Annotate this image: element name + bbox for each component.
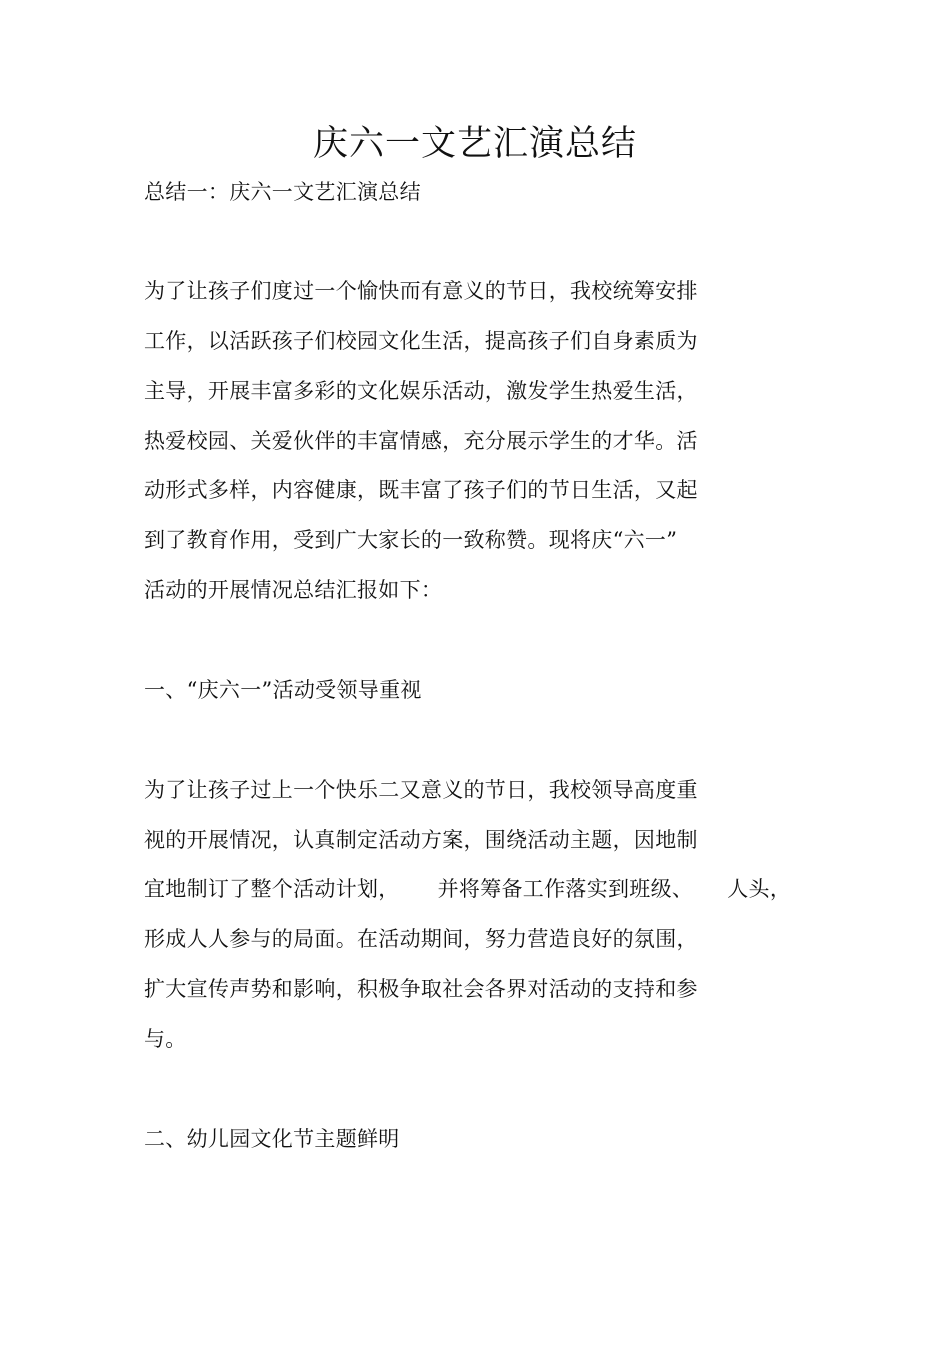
line-segment: 并将筹备工作落实到班级、 <box>437 877 694 901</box>
paragraph-line: 与。 <box>144 1027 187 1051</box>
paragraph-line: 到了教育作用，受到广大家长的一致称赞。现将庆“六一” <box>144 528 678 552</box>
paragraph-line: 视的开展情况，认真制定活动方案，围绕活动主题，因地制 <box>144 828 698 852</box>
document-title: 庆六一文艺汇演总结 <box>312 124 637 164</box>
line-segment: 宜地制订了整个活动计划， <box>144 877 400 901</box>
line-segment: 人头， <box>727 877 792 901</box>
paragraph-line <box>144 874 791 904</box>
paragraph-line: 主导，开展丰富多彩的文化娱乐活动，激发学生热爱生活， <box>144 379 698 403</box>
paragraph-line: 扩大宣传声势和影响，积极争取社会各界对活动的支持和参 <box>144 977 698 1001</box>
section-heading: 二、幼儿园文化节主题鲜明 <box>144 1127 400 1151</box>
document-subtitle: 总结一：庆六一文艺汇演总结 <box>144 180 421 204</box>
paragraph-line: 动形式多样，内容健康，既丰富了孩子们的节日生活，又起 <box>144 478 698 502</box>
paragraph-line: 为了让孩子过上一个快乐二又意义的节日，我校领导高度重 <box>144 778 698 802</box>
paragraph-line: 形成人人参与的局面。在活动期间，努力营造良好的氛围， <box>144 927 698 951</box>
paragraph-line: 工作，以活跃孩子们校园文化生活，提高孩子们自身素质为 <box>144 329 698 353</box>
paragraph-line: 活动的开展情况总结汇报如下： <box>144 578 443 602</box>
paragraph-line: 为了让孩子们度过一个愉快而有意义的节日，我校统筹安排 <box>144 279 698 303</box>
paragraph-line: 热爱校园、关爱伙伴的丰富情感，充分展示学生的才华。活 <box>144 429 698 453</box>
section-heading: 一、“庆六一”活动受领导重视 <box>144 678 422 702</box>
